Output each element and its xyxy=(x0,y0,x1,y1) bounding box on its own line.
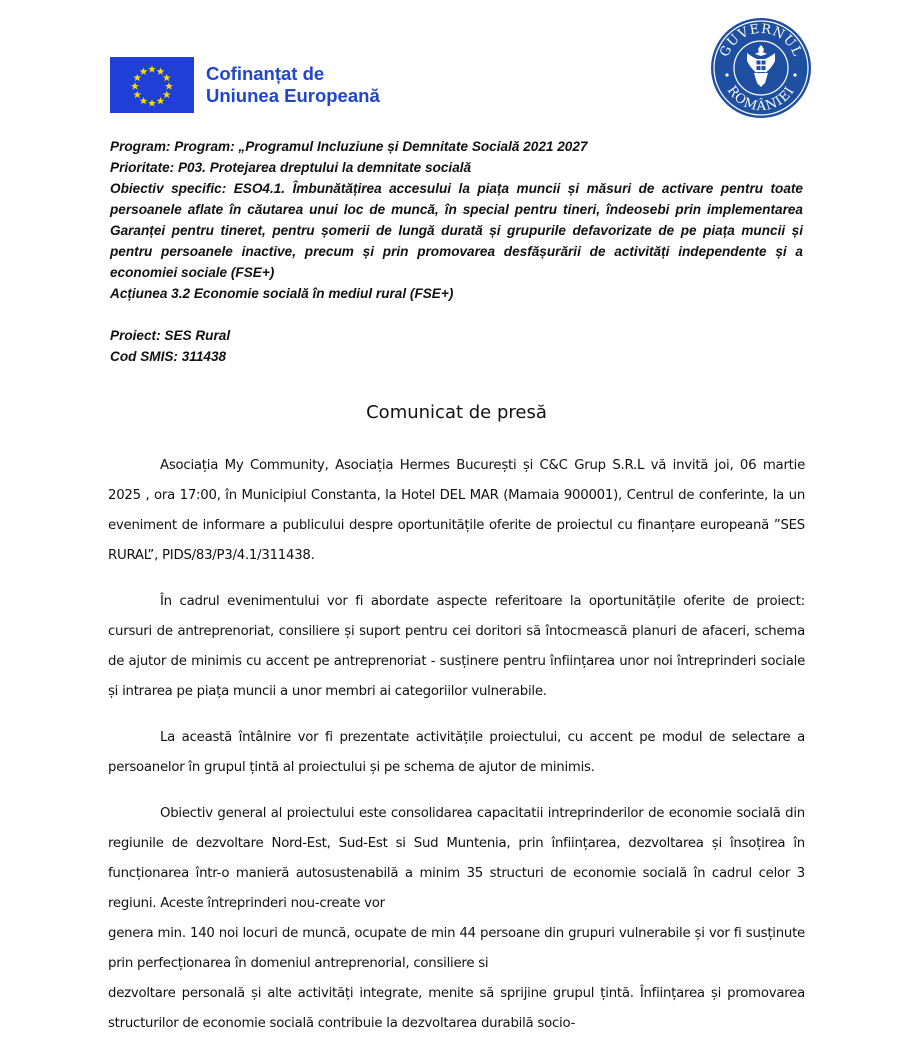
action-line: Acțiunea 3.2 Economie socială în mediul rural (FSE+) xyxy=(110,286,454,301)
project-name: Proiect: SES Rural xyxy=(110,328,231,343)
eu-logo-text xyxy=(206,63,380,107)
priority-line: Prioritate: P03. Protejarea dreptului la demnitate socială xyxy=(110,160,472,175)
smis-code: Cod SMIS: 311438 xyxy=(110,349,227,364)
paragraph-event-topics: În cadrul evenimentului vor fi abordate aspecte referitoare la oportunitățile oferite de proiect: cursuri de antreprenoriat, consiliere și suport pentru cei doritori să întocmească planuri de afaceri, schema de ajutor de minimis cu accent pe antreprenoriat - susținere pentru înființarea unor noi întreprinderi sociale și intrarea pe piața muncii a unor membri ai categoriilor vulnerabile. xyxy=(108,594,805,699)
objective-part3: dezvoltare personală și alte activități integrate, menite să sprijine grupul țintă. Înființarea și promovarea structurilor de economie socială contribuie la dezvoltarea durabilă socio- xyxy=(108,986,805,1031)
objective-part1: Obiectiv general al proiectului este consolidarea capacitatii intreprinderilor de economie socială din regiunile de dezvoltare Nord-Est, Sud-Est si Sud Muntenia, prin înființarea, dezvoltarea și însoțirea în funcționarea într-o manieră autosustenabilă a minim 35 structuri de economie socială în cadrul celor 3 regiuni. Aceste întreprinderi nou-create vor xyxy=(108,806,805,911)
svg-text:ROMÂNIEI: ROMÂNIEI xyxy=(723,83,799,115)
program-info xyxy=(110,136,803,367)
objective-part2: genera min. 140 noi locuri de muncă, ocupate de min 44 persoane din grupuri vulnerabile și vor fi susținute prin perfecționarea în domeniul antreprenorial, consiliere si xyxy=(108,926,805,971)
paragraph-general-objective xyxy=(108,799,805,1039)
eu-cofinancing-logo xyxy=(110,57,380,113)
page-title: Comunicat de presă xyxy=(366,402,547,423)
press-release-body xyxy=(108,451,805,1039)
paragraph-invitation: Asociația My Community, Asociația Hermes București și C&C Grup S.R.L vă invită joi, 06 martie 2025 , ora 17:00, în Municipiul Constanta, la Hotel DEL MAR (Mamaia 900001), Centrul de conferinte, la un eveniment de informare a publicului despre oportunitățile oferite de proiectul cu finanțare europeană ”SES RURAL”, PIDS/83/P3/4.1/311438. xyxy=(108,458,805,563)
program-line: Program: Program: „Programul Incluziune și Demnitate Socială 2021 2027 xyxy=(110,139,588,154)
svg-text:GUVERNUL: GUVERNUL xyxy=(717,21,805,60)
romanian-government-seal xyxy=(710,17,812,119)
specific-objective: Obiectiv specific: ESO4.1. Îmbunătățirea accesului la piața muncii și măsuri de activare pentru toate persoanele aflate în căutarea unui loc de muncă, în special pentru tineri, îndeosebi prin implementarea Garanței pentru tineret, pentru șomerii de lungă durată și grupurile defavorizate de pe piața muncii și pentru persoanele inactive, precum și prin promovarea desfășurării de activități independente și a economiei sociale (FSE+) xyxy=(110,181,803,280)
eu-logo-line1: Cofinanțat de xyxy=(206,63,325,84)
eu-flag-icon xyxy=(110,57,194,113)
eu-logo-line2: Uniunea Europeană xyxy=(206,85,380,106)
government-crest-icon xyxy=(710,17,812,119)
paragraph-meeting-activities: La această întâlnire vor fi prezentate activitățile proiectului, cu accent pe modul de selectare a persoanelor în grupul țintă al proiectului și pe schema de ajutor de minimis. xyxy=(108,730,805,775)
